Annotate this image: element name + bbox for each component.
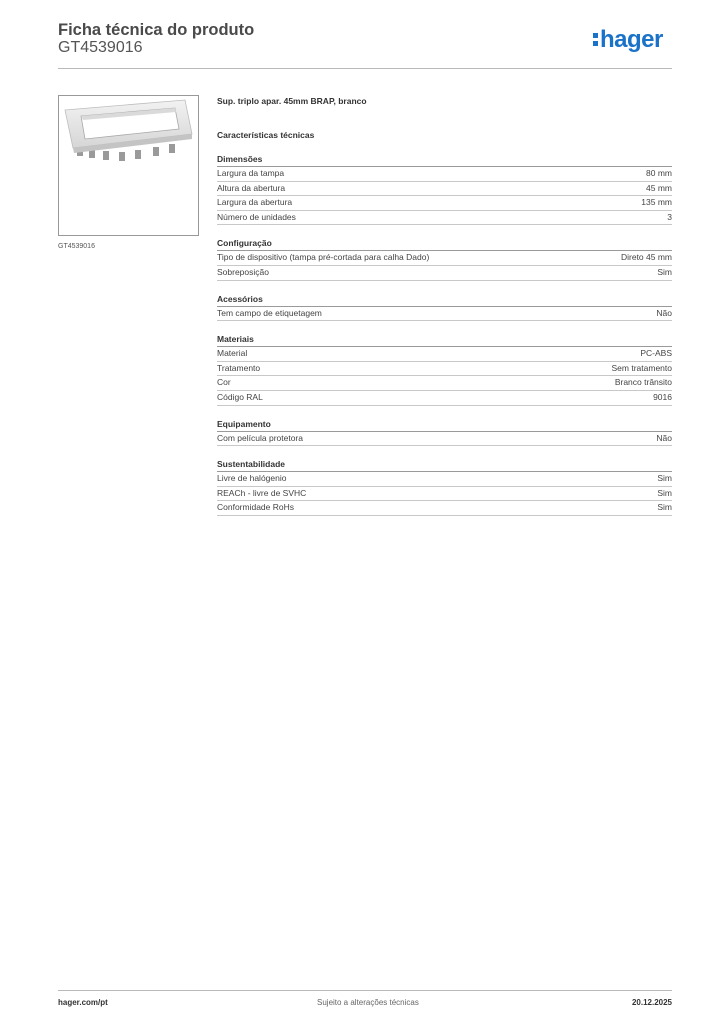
spec-label: Sobreposição: [217, 266, 269, 277]
footer-date: 20.12.2025: [631, 998, 672, 1007]
spec-row: [217, 251, 672, 266]
spec-group: [217, 333, 672, 405]
product-name: Sup. triplo apar. 45mm BRAP, branco: [217, 96, 367, 106]
spec-label: Cor: [217, 377, 231, 388]
spec-label: Largura da abertura: [217, 197, 293, 208]
spec-row: [217, 196, 672, 211]
spec-value: Não: [656, 307, 672, 318]
spec-value: Sim: [657, 487, 672, 498]
spec-label: Número de unidades: [217, 211, 296, 222]
spec-group-title: Dimensões: [217, 153, 672, 167]
spec-groups: [217, 153, 672, 516]
spec-group-title: Configuração: [217, 237, 672, 251]
spec-group: [217, 237, 672, 280]
footer-divider: [58, 990, 672, 991]
spec-row: [217, 167, 672, 182]
spec-value: Não: [656, 432, 672, 443]
product-image: [58, 95, 199, 236]
logo-colon-icon: [593, 33, 598, 46]
logo-text: hager: [600, 26, 663, 53]
spec-label: Tratamento: [217, 362, 261, 373]
spec-value: 135 mm: [641, 197, 672, 208]
spec-content: [217, 95, 672, 516]
spec-row: [217, 182, 672, 197]
spec-label: Largura da tampa: [217, 168, 285, 178]
footer-notice: Sujeito a alterações técnicas: [317, 998, 419, 1007]
spec-value: 3: [667, 211, 672, 222]
spec-row: [217, 347, 672, 362]
spec-row: [217, 266, 672, 281]
spec-row: [217, 307, 672, 322]
spec-group-title: Equipamento: [217, 418, 672, 432]
spec-value: 45 mm: [646, 182, 672, 193]
product-illustration: [59, 96, 198, 235]
spec-row: [217, 391, 672, 406]
spec-value: Branco trânsito: [614, 377, 672, 388]
spec-row: [217, 211, 672, 226]
spec-group-title: Acessórios: [217, 293, 672, 307]
page-title: Ficha técnica do produto: [58, 21, 255, 39]
spec-label: REACh - livre de SVHC: [217, 487, 307, 498]
spec-group: [217, 153, 672, 225]
spec-value: PC-ABS: [640, 348, 672, 359]
spec-label: Conformidade RoHs: [217, 502, 295, 513]
spec-group: [217, 458, 672, 516]
header-divider: [58, 68, 672, 69]
hager-logo: [593, 26, 663, 54]
spec-value: Direto 45 mm: [620, 252, 672, 263]
spec-row: [217, 487, 672, 502]
spec-group-title: Materiais: [217, 333, 672, 347]
spec-value: Sim: [657, 502, 672, 513]
spec-value: Sim: [657, 473, 672, 484]
image-caption: GT4539016: [58, 243, 95, 250]
spec-value: Sem tratamento: [611, 362, 672, 373]
spec-label: Tem campo de etiquetagem: [217, 307, 322, 318]
spec-value: 80 mm: [646, 168, 672, 178]
spec-label: Altura da abertura: [217, 182, 286, 193]
spec-row: [217, 501, 672, 516]
spec-group: [217, 293, 672, 322]
spec-row: [217, 432, 672, 447]
spec-group-title: Sustentabilidade: [217, 458, 672, 472]
spec-label: Livre de halógenio: [217, 473, 287, 484]
spec-heading: Características técnicas: [217, 130, 315, 140]
footer-website: hager.com/pt: [58, 998, 108, 1007]
product-code: GT4539016: [58, 39, 143, 56]
spec-row: [217, 362, 672, 377]
spec-label: Material: [217, 348, 248, 359]
spec-value: Sim: [657, 266, 672, 277]
spec-label: Com película protetora: [217, 432, 303, 443]
spec-label: Código RAL: [217, 391, 263, 402]
spec-label: Tipo de dispositivo (tampa pré-cortada para calha Dado): [217, 252, 430, 263]
spec-row: [217, 376, 672, 391]
spec-group: [217, 418, 672, 447]
spec-value: 9016: [653, 391, 672, 402]
spec-row: [217, 472, 672, 487]
